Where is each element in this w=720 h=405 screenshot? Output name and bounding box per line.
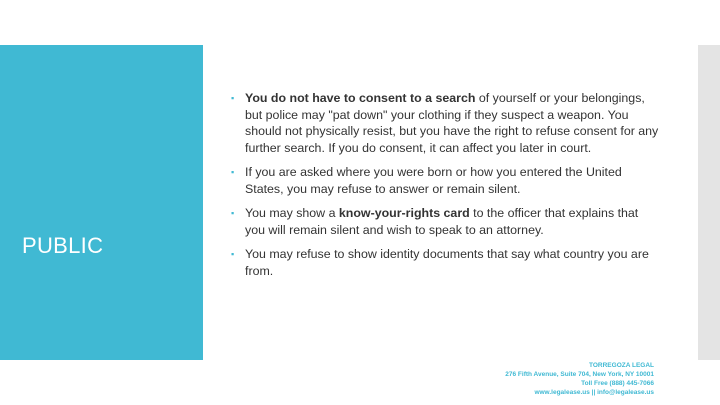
bullet-list	[231, 90, 661, 287]
bullet-item-birthplace	[231, 164, 661, 197]
bullet-icon: ▪	[231, 167, 235, 177]
bullet-item-consent-search	[231, 90, 661, 156]
bullet-text: You may show a	[245, 206, 339, 220]
bullet-item-identity-documents	[231, 246, 661, 279]
bullet-icon: ▪	[231, 93, 235, 103]
footer-address: 276 Fifth Avenue, Suite 704, New York, NY 10001	[505, 371, 654, 378]
footer-contact	[354, 361, 654, 397]
bullet-text: If you are asked where you were born or how you entered the United States, you may refuse to answer or remain silent.	[245, 165, 622, 196]
footer-phone: Toll Free (888) 445-7066	[581, 380, 654, 387]
bullet-bold-text: You do not have to consent to a search	[245, 91, 476, 105]
footer-web-email: www.legalease.us || info@legalease.us	[534, 389, 654, 396]
bullet-text: to the officer that explains that you will remain silent and wish to speak to an attorney.	[245, 206, 639, 237]
bullet-icon: ▪	[231, 249, 235, 259]
bullet-icon: ▪	[231, 208, 235, 218]
title-panel	[0, 45, 203, 360]
footer-firm-name: TORREGOZA LEGAL	[589, 362, 654, 369]
right-gray-strip	[698, 45, 720, 360]
bullet-item-rights-card	[231, 205, 661, 238]
bullet-text: You may refuse to show identity documents that say what country you are from.	[245, 247, 649, 278]
slide-title: PUBLIC	[22, 233, 104, 258]
bullet-bold-text: know-your-rights card	[338, 206, 470, 220]
bullet-text: of yourself or your belongings, but police may "pat down" your clothing if they suspect a weapon. You should not physically resist, but you have the right to refuse consent for any further search. If you do consent, it can affect you later in court.	[245, 91, 659, 155]
